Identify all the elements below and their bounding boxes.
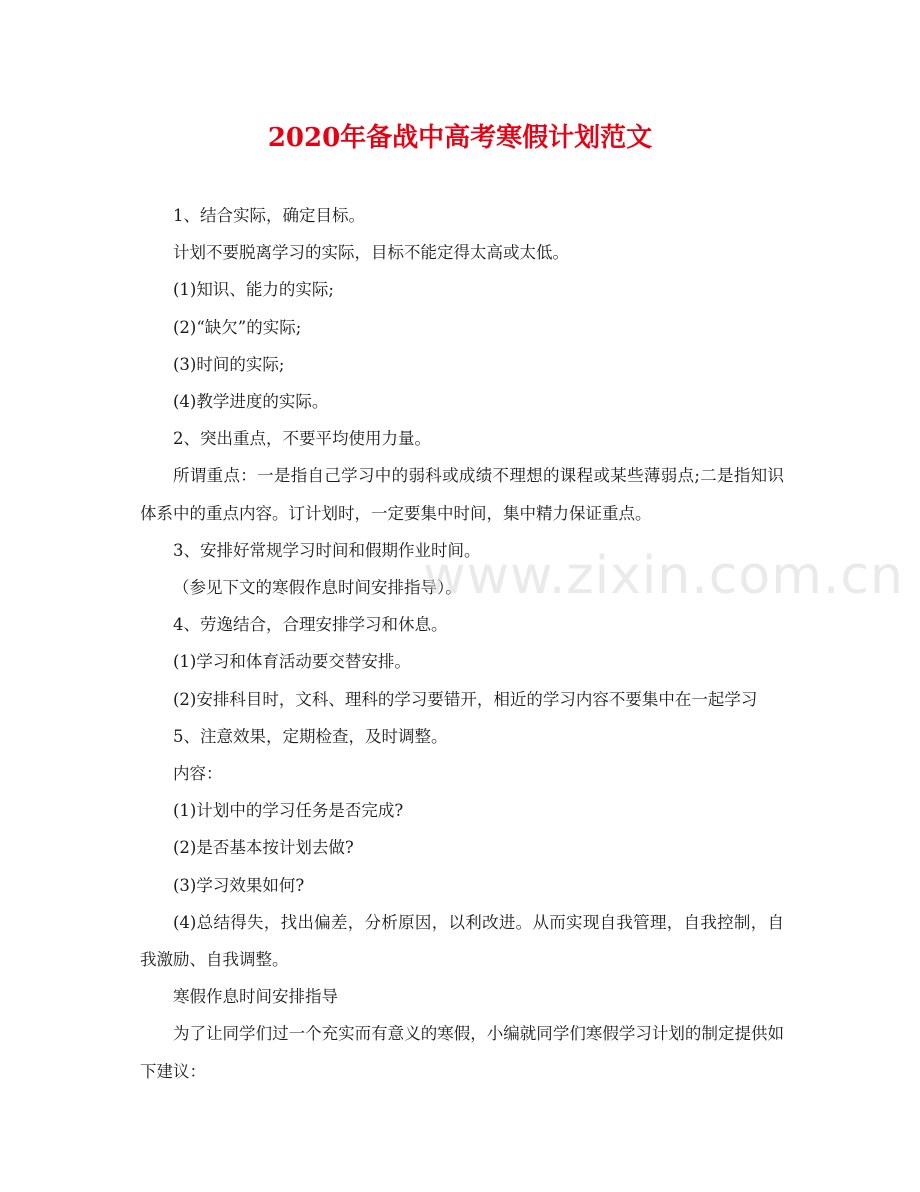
paragraph: (2)安排科目时，文科、理科的学习要错开，相近的学习内容不要集中在一起学习 (173, 689, 758, 709)
paragraph: 1、结合实际，确定目标。 (173, 206, 365, 225)
paragraph: 内容： (173, 764, 223, 784)
paragraph: 5、注意效果，定期检查，及时调整。 (173, 726, 448, 746)
paragraph: (3)时间的实际; (173, 354, 285, 374)
paragraph: 为了让同学们过一个充实而有意义的寒假，小编就同学们寒假学习计划的制定提供如下建议： (140, 1024, 784, 1081)
paragraph: 计划不要脱离学习的实际，目标不能定得太高或太低。 (173, 243, 569, 263)
paragraph: 2、突出重点，不要平均使用力量。 (173, 429, 431, 449)
document-title: 2020年备战中高考寒假计划范文 (267, 123, 653, 153)
document-body (140, 197, 784, 1090)
paragraph: （参见下文的寒假作息时间安排指导）。 (173, 578, 462, 598)
paragraph: (1)计划中的学习任务是否完成? (173, 801, 404, 821)
paragraph: 所谓重点：一是指自己学习中的弱科或成绩不理想的课程或某些薄弱点;二是指知识体系中的重点内容。订计划时，一定要集中时间，集中精力保证重点。 (140, 466, 784, 523)
paragraph: 4、劳逸结合，合理安排学习和休息。 (173, 615, 448, 635)
paragraph: (4)总结得失，找出偏差，分析原因，以利改进。从而实现自我管理，自我控制，自我激励、自我调整。 (140, 912, 784, 970)
paragraph: (1)学习和体育活动要交替安排。 (173, 652, 411, 672)
paragraph: 3、安排好常规学习时间和假期作业时间。 (173, 540, 481, 560)
paragraph: (4)教学进度的实际。 (173, 392, 329, 412)
paragraph: (2)是否基本按计划去做? (173, 838, 354, 858)
paragraph: (1)知识、能力的实际; (173, 280, 334, 300)
watermark-text: www.zixin.com.cn (423, 546, 904, 606)
paragraph: (2)“缺欠”的实际; (173, 317, 302, 337)
paragraph: (3)学习效果如何? (173, 875, 305, 895)
paragraph: 寒假作息时间安排指导 (173, 987, 338, 1007)
